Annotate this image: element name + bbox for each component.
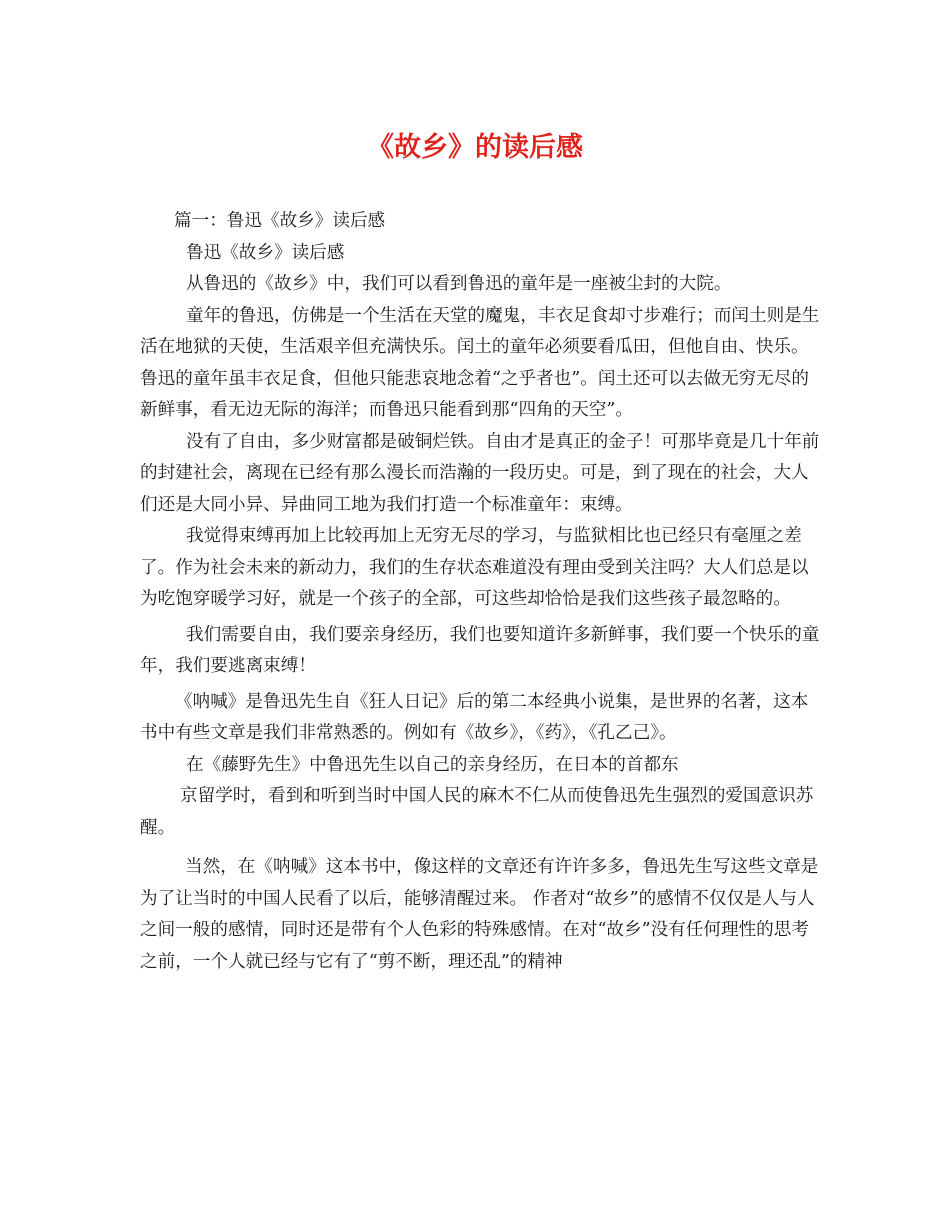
paragraph: 当然，在《呐喊》这本书中，像这样的文章还有许许多多，鲁迅先生写这些文章是为了让当时的中国人民看了以后，能够清醒过来。 作者对“故乡”的感情不仅仅是人与人之间一般的感情，同时还是带有个人色彩的特殊感情。在对“故乡”没有任何理性的思考之前，一个人就已经与它有了“剪不断，理还乱”的精神 xyxy=(140,857,819,972)
paragraph: 没有了自由，多少财富都是破铜烂铁。自由才是真正的金子！可那毕竟是几十年前的封建社会，离现在已经有那么漫长而浩瀚的一段历史。可是，到了现在的社会，大人们还是大同小异、异曲同工地为我们打造一个标准童年：束缚。 xyxy=(140,431,820,515)
paragraph: 童年的鲁迅，仿佛是一个生活在天堂的魔鬼，丰衣足食却寸步难行；而闰土则是生活在地狱的天使，生活艰辛但充满快乐。闰土的童年必须要看瓜田，但他自由、快乐。鲁迅的童年虽丰衣足食，但他只能悲哀地念着“之乎者也”。闰土还可以去做无穷无尽的新鲜事，看无边无际的海洋；而鲁迅只能看到那“四角的天空”。 xyxy=(140,305,820,420)
paragraph: 我们需要自由，我们要亲身经历，我们也要知道许多新鲜事，我们要一个快乐的童年，我们要逃离束缚！ xyxy=(140,624,820,676)
paragraph: 我觉得束缚再加上比较再加上无穷无尽的学习，与监狱相比也已经只有毫厘之差了。作为社会未来的新动力，我们的生存状态难道没有理由受到关注吗？大人们总是以为吃饱穿暖学习好，就是一个孩子的全部，可这些却恰恰是我们这些孩子最忽略的。 xyxy=(140,526,809,609)
section-heading: 篇一：鲁迅《故乡》读后感 xyxy=(174,211,386,231)
document-title: 《故乡》的读后感 xyxy=(367,132,583,163)
document-body xyxy=(140,206,824,978)
subtitle: 鲁迅《故乡》读后感 xyxy=(186,242,345,263)
paragraph: 从鲁迅的《故乡》中，我们可以看到鲁迅的童年是一座被尘封的大院。 xyxy=(186,274,732,294)
paragraph: 《呐喊》是鲁迅先生自《狂人日记》后的第二本经典小说集，是世界的名著，这本书中有些文章是我们非常熟悉的。例如有《故乡》，《药》，《孔乙己》。 xyxy=(140,691,809,743)
paragraph: 京留学时，看到和听到当时中国人民的麻木不仁从而使鲁迅先生强烈的爱国意识苏醒。 xyxy=(140,786,814,838)
paragraph: 在《藤野先生》中鲁迅先生以自己的亲身经历，在日本的首都东 xyxy=(186,754,679,775)
